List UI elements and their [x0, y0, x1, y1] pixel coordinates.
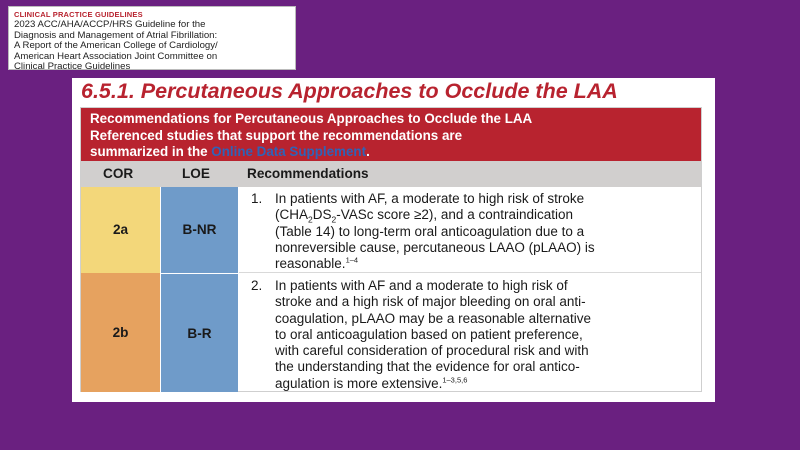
recommendation-line: stroke and a high risk of major bleeding on oral anti- — [275, 294, 586, 310]
column-header-row — [81, 161, 701, 187]
column-header-recommendations: Recommendations — [247, 166, 369, 181]
recommendation-line: (Table 14) to long-term oral anticoagulation due to a — [275, 223, 585, 239]
recommendation-line — [275, 256, 693, 272]
cor-value: 2a — [112, 222, 129, 237]
recommendation-cell — [239, 273, 701, 392]
recommendation-number: 1. — [251, 191, 263, 206]
cor-cell — [81, 273, 160, 392]
table-header — [81, 108, 701, 161]
guideline-title-line: American Heart Association Joint Committee on — [14, 50, 218, 62]
text-fragment: agulation is more extensive. — [275, 375, 443, 391]
recommendation-line — [275, 376, 693, 392]
recommendation-line: nonreversible cause, percutaneous LAAO (pLAAO) is — [275, 239, 595, 255]
slide-content — [72, 78, 715, 402]
section-title: 6.5.1. Percutaneous Approaches to Occlude the LAA — [81, 79, 618, 103]
subscript: 2 — [331, 214, 337, 225]
recommendation-text — [275, 278, 693, 392]
table-header-line: Recommendations for Percutaneous Approaches to Occlude the LAA — [90, 111, 533, 126]
recommendations-table — [80, 107, 702, 392]
guideline-title-line: 2023 ACC/AHA/ACCP/HRS Guideline for the — [14, 19, 206, 30]
guideline-header — [8, 6, 296, 70]
column-header-loe: LOE — [182, 166, 210, 181]
table-header-line: Referenced studies that support the recommendations are — [90, 127, 463, 143]
guideline-title — [14, 20, 290, 73]
reference-superscript: 1–4 — [345, 255, 359, 265]
recommendation-line: In patients with AF and a moderate to high risk of — [275, 278, 568, 293]
recommendation-line — [275, 207, 693, 223]
cor-cell — [81, 187, 160, 273]
guideline-title-line: Clinical Practice Guidelines — [14, 61, 131, 72]
column-header-cor: COR — [103, 166, 134, 181]
guideline-category: CLINICAL PRACTICE GUIDELINES — [14, 10, 143, 19]
recommendation-cell — [239, 187, 701, 273]
recommendation-line: coagulation, pLAAO may be a reasonable alternative — [275, 310, 591, 326]
subscript: 2 — [308, 214, 313, 225]
recommendation-line: the understanding that the evidence for oral antico- — [275, 359, 580, 375]
cor-value: 2b — [112, 325, 129, 340]
text-fragment: (CHA — [275, 207, 308, 223]
online-data-supplement-link[interactable]: Online Data Supplement — [211, 144, 367, 159]
recommendation-line: In patients with AF, a moderate to high risk of stroke — [275, 191, 585, 206]
guideline-title-line: A Report of the American College of Cardiology/ — [14, 40, 218, 51]
text-fragment: DS — [312, 207, 332, 223]
loe-value: B-NR — [182, 222, 217, 237]
guideline-title-line: Diagnosis and Management of Atrial Fibrillation: — [14, 29, 218, 41]
reference-superscript: 1–3,5,6 — [442, 375, 468, 385]
recommendation-line: to oral anticoagulation based on patient preference, — [275, 326, 583, 342]
recommendation-line: with careful consideration of procedural risk and with — [275, 343, 589, 359]
loe-value: B-R — [187, 326, 212, 341]
loe-cell — [160, 187, 238, 273]
loe-cell — [160, 273, 238, 392]
text-fragment: -VASc score ≥2), and a contraindication — [336, 207, 574, 223]
table-header-line — [90, 144, 693, 161]
recommendation-text — [275, 191, 693, 272]
text-fragment: reasonable. — [275, 256, 346, 272]
recommendation-number: 2. — [251, 278, 263, 293]
table-header-prefix: summarized in the — [90, 144, 212, 159]
table-header-suffix: . — [366, 144, 370, 159]
